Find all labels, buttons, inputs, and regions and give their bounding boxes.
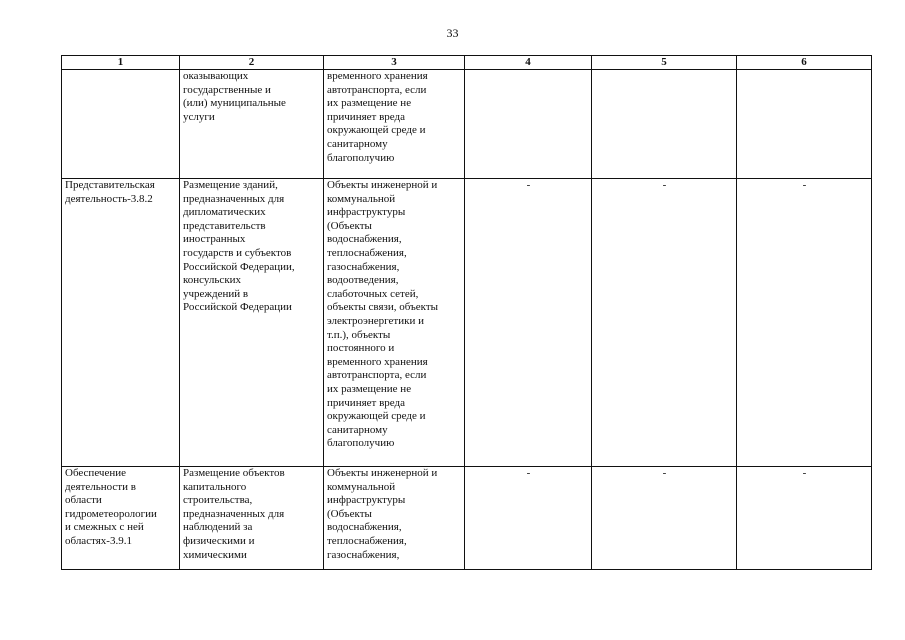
table-row: [62, 179, 872, 467]
zoning-table: [61, 55, 872, 570]
cell-land-use-type: Обеспечение деятельности в области гидрометеорологии и смежных с ней областях-3.9.1: [62, 467, 180, 570]
cell-description: оказывающих государственные и (или) муниципальные услуги: [180, 70, 324, 179]
cell-land-use-type: [62, 70, 180, 179]
cell-col4: -: [465, 467, 592, 570]
column-header-5: 5: [592, 56, 737, 70]
cell-col5: -: [592, 179, 737, 467]
cell-col5: [592, 70, 737, 179]
cell-col4: -: [465, 179, 592, 467]
column-header-1: 1: [62, 56, 180, 70]
column-header-6: 6: [737, 56, 872, 70]
page-number: 33: [446, 26, 459, 40]
cell-col6: -: [737, 467, 872, 570]
cell-description: Размещение зданий, предназначенных для дипломатических представительств иностранных государств и субъектов Российской Федерации, консульских учреждений в Российской Федерации: [180, 179, 324, 467]
cell-auxiliary-objects: Объекты инженерной и коммунальной инфраструктуры (Объекты водоснабжения, теплоснабжения, газоснабжения,: [324, 467, 465, 570]
column-header-4: 4: [465, 56, 592, 70]
column-header-2: 2: [180, 56, 324, 70]
cell-col6: [737, 70, 872, 179]
table-header-row: [62, 56, 872, 70]
cell-col6: -: [737, 179, 872, 467]
column-header-3: 3: [324, 56, 465, 70]
table-row: [62, 467, 872, 570]
cell-auxiliary-objects: временного хранения автотранспорта, если их размещение не причиняет вреда окружающей среде и санитарному благополучию: [324, 70, 465, 179]
table-row: [62, 70, 872, 179]
cell-col4: [465, 70, 592, 179]
cell-land-use-type: Представительская деятельность-3.8.2: [62, 179, 180, 467]
cell-col5: -: [592, 467, 737, 570]
cell-description: Размещение объектов капитального строительства, предназначенных для наблюдений за физическими и химическими: [180, 467, 324, 570]
cell-auxiliary-objects: Объекты инженерной и коммунальной инфраструктуры (Объекты водоснабжения, теплоснабжения, газоснабжения, водоотведения, слаботочных сетей, объекты связи, объекты электроэнергетики и т.п.), объекты постоянного и временного хранения автотранспорта, если их размещение не причиняет вреда окружающей среде и санитарному благополучию: [324, 179, 465, 467]
